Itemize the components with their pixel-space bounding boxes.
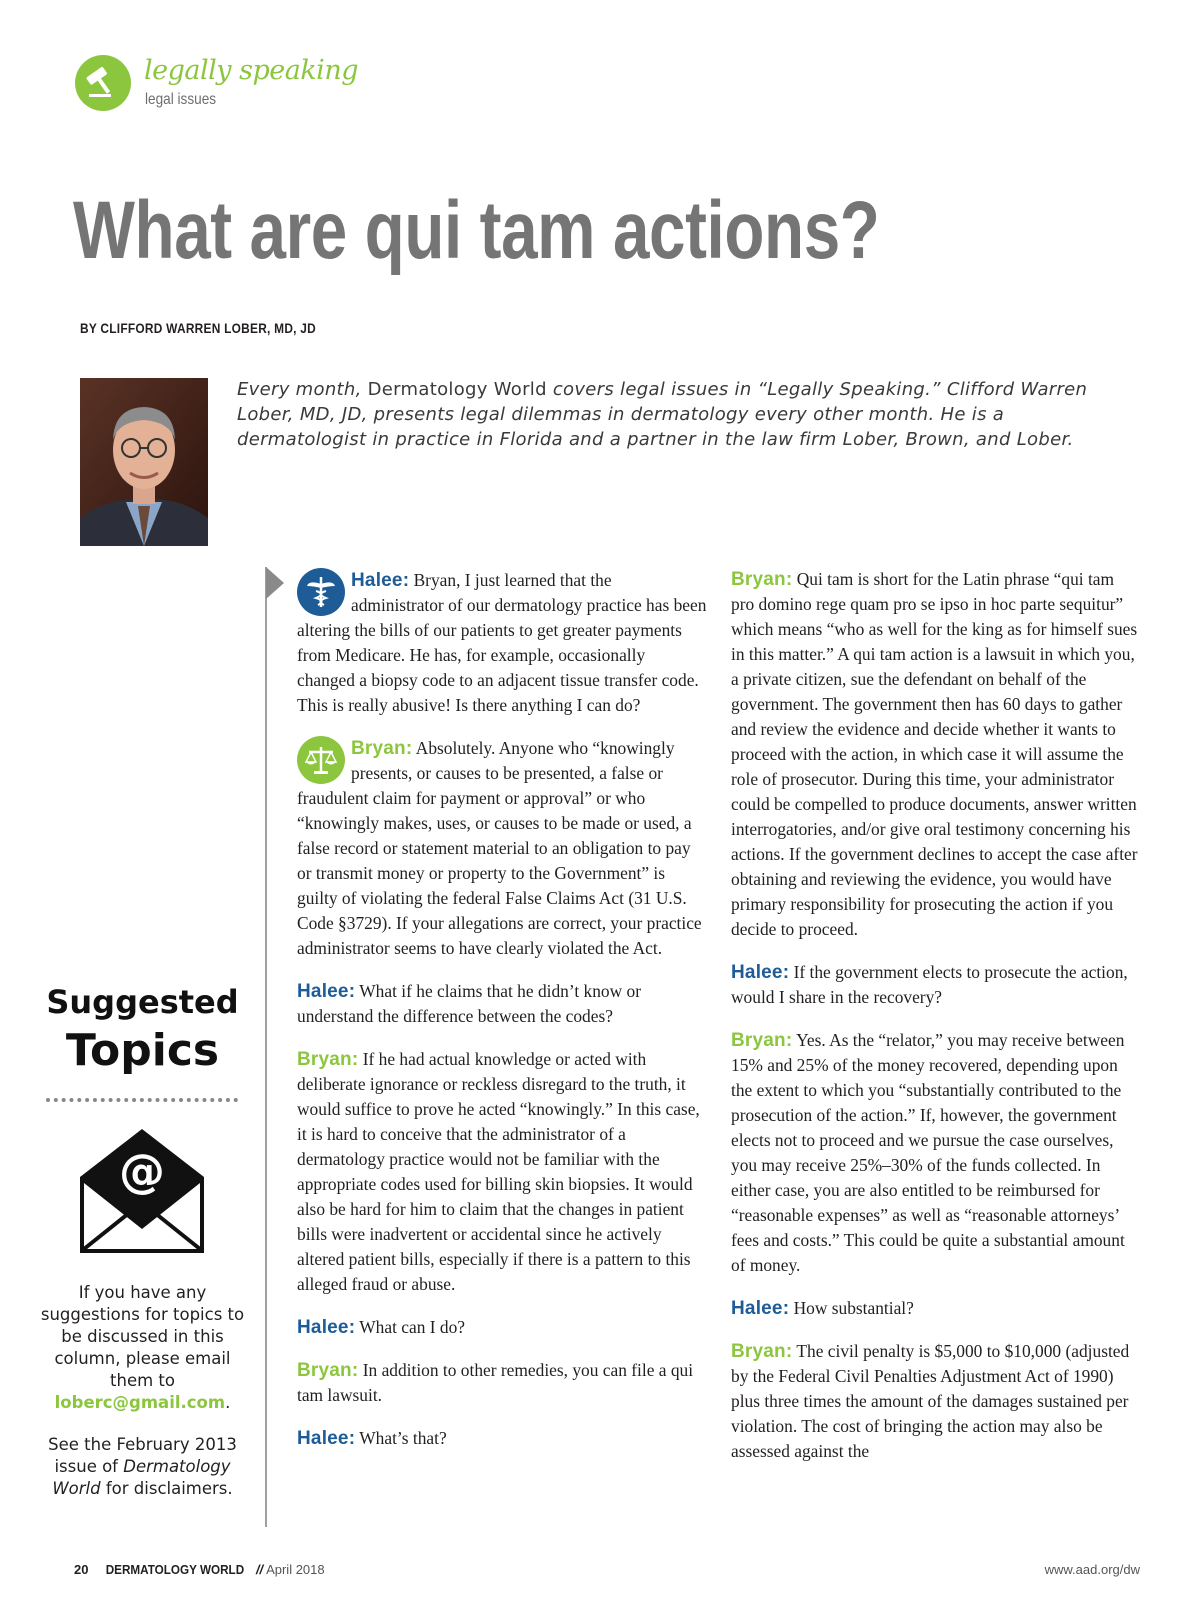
speaker-label: Bryan: xyxy=(297,1049,359,1070)
speaker-label: Halee: xyxy=(731,962,790,983)
dialogue-text: If the government elects to prosecute the action, would I share in the recovery? xyxy=(731,962,1128,1007)
dialogue-text: Absolutely. Anyone who “knowingly presents, or causes to be presented, a false or fraudulent claim for payment or approval” or who “knowingly makes, uses, or causes to be made or used, a false record or statement material to an obligation to pay or transmit money or property to the Government” is guilty of violating the federal False Claims Act (31 U.S. Code §3729). If your allegations are correct, your practice administrator seems to have clearly violated the Act. xyxy=(297,738,702,958)
sidebar-suggestion-text xyxy=(40,1282,245,1414)
speaker-label: Bryan: xyxy=(731,1030,793,1051)
speaker-label: Halee: xyxy=(297,1317,356,1338)
caduceus-icon xyxy=(297,568,345,616)
column-divider-arrow xyxy=(266,567,284,599)
sidebar-email-link[interactable]: loberc@gmail.com xyxy=(54,1393,226,1412)
dialogue-text: If he had actual knowledge or acted with deliberate ignorance or reckless disregard to the truth, it would suffice to prove he acted “knowingly.” In this case, it is hard to conceive that the administrator of a dermatology practice would not be familiar with the appropriate codes used for billing skin biopsies. It would also be hard for him to claim that the changes in patient bills were inadvertent or accidental since he actively altered patient bills, especially if there is a pattern to this alleged fraud or abuse. xyxy=(297,1049,700,1294)
intro-lead: Every month, xyxy=(237,379,368,400)
speaker-label: Halee: xyxy=(731,1298,790,1319)
section-subtitle: legal issues xyxy=(145,91,217,108)
sidebar-heading-line1: Suggested xyxy=(46,983,239,1021)
gavel-icon xyxy=(83,63,123,103)
dialogue-text: What’s that? xyxy=(355,1428,447,1448)
dialogue-text: In addition to other remedies, you can file a qui tam lawsuit. xyxy=(297,1360,694,1405)
dialogue-paragraph xyxy=(731,567,1141,942)
dialogue-paragraph xyxy=(731,1028,1141,1278)
dialogue-text: The civil penalty is $5,000 to $10,000 (adjusted by the Federal Civil Penalties Adjustment Act of 1990) plus three times the amount of the damages sustained per violation. The cost of bringing the action may also be assessed against the xyxy=(731,1341,1130,1461)
dialogue-paragraph xyxy=(297,1047,707,1297)
dialogue-text: Yes. As the “relator,” you may receive between 15% and 25% of the money recovered, depending upon the extent to which you “substantially contributed to the prosecution of the action.” If, however, the government elects not to proceed and we pursue the case ourselves, you may receive 25%–30% of the funds collected. In either case, you are also entitled to be reimbursed for “reasonable expenses” as well as “reasonable attorneys’ fees and costs.” This could be quite a substantial amount of money. xyxy=(731,1030,1125,1275)
sidebar-text-before: If you have any suggestions for topics to be discussed in this column, please email them to xyxy=(40,1283,245,1390)
column-divider-line xyxy=(265,567,267,1527)
footer-url[interactable]: www.aad.org/dw xyxy=(1044,1562,1140,1577)
dialogue-paragraph xyxy=(297,568,707,718)
disclaimer-before: See the February 2013 issue of xyxy=(48,1435,237,1476)
svg-text:@: @ xyxy=(119,1144,165,1198)
sidebar-heading-line2: Topics xyxy=(65,1025,220,1076)
magazine-name: DERMATOLOGY WORLD xyxy=(106,1562,245,1577)
article-title: What are qui tam actions? xyxy=(73,185,880,276)
page-number: 20 xyxy=(74,1562,89,1577)
intro-paragraph xyxy=(237,377,1122,452)
dialogue-paragraph xyxy=(297,1315,707,1340)
email-envelope-icon xyxy=(78,1125,206,1262)
scales-icon xyxy=(297,736,345,784)
dialogue-paragraph xyxy=(297,1426,707,1451)
speaker-label: Bryan: xyxy=(297,1360,359,1381)
disclaimer-publication: Dermatology World xyxy=(52,1457,231,1498)
intro-rest: covers legal issues in “Legally Speaking.” Clifford Warren Lober, MD, JD, presents legal dilemmas in dermatology every other month. He is a dermatologist in practice in Florida and a partner in the law firm Lober, Brown, and Lober. xyxy=(237,379,1088,450)
dialogue-paragraph xyxy=(731,1296,1141,1321)
footer-folio xyxy=(74,1562,325,1577)
dialogue-text: Bryan, I just learned that the administrator of our dermatology practice has been altering the bills of our patients to get greater payments from Medicare. He has, for example, occasionally changed a biopsy code to an adjacent tissue transfer code. This is really abusive! Is there anything I can do? xyxy=(297,570,707,715)
disclaimer-after: for disclaimers. xyxy=(100,1479,233,1498)
dialogue-paragraph xyxy=(297,1358,707,1408)
speaker-label: Bryan: xyxy=(731,1341,793,1362)
section-title: legally speaking xyxy=(144,55,358,86)
speaker-label: Halee: xyxy=(297,1428,356,1449)
footer-separator: // xyxy=(255,1562,264,1577)
dialogue-paragraph xyxy=(731,960,1141,1010)
article-column-2 xyxy=(731,567,1141,1482)
author-photo xyxy=(80,378,208,546)
byline: BY CLIFFORD WARREN LOBER, MD, JD xyxy=(80,320,317,336)
speaker-label: Halee: xyxy=(297,981,356,1002)
dialogue-text: Qui tam is short for the Latin phrase “qui tam pro domino rege quam pro se ipso in hoc parte sequitur” which means “who as well for the king as for himself sues in this matter.” A qui tam action is a lawsuit in which you, a private citizen, sue the defendant on behalf of the government. The government then has 60 days to gather and review the evidence and decide whether it wants to proceed with the action, in which case it will assume the role of prosecutor. During this time, your administrator could be compelled to produce documents, answer written interrogatories, and/or give oral testimony concerning his actions. If the government declines to accept the case after obtaining and reviewing the evidence, you would have primary responsibility for prosecuting the action if you decide to proceed. xyxy=(731,569,1138,939)
intro-publication: Dermatology World xyxy=(367,379,547,400)
dialogue-text: What if he claims that he didn’t know or understand the difference between the codes? xyxy=(297,981,641,1026)
article-column-1 xyxy=(297,568,707,1469)
dialogue-text: How substantial? xyxy=(789,1298,914,1318)
section-badge xyxy=(75,55,131,111)
sidebar-disclaimer xyxy=(40,1434,245,1500)
sidebar-dotted-divider xyxy=(46,1098,238,1102)
dialogue-paragraph xyxy=(297,736,707,961)
dialogue-paragraph xyxy=(297,979,707,1029)
speaker-label: Bryan: xyxy=(351,738,413,759)
sidebar-text-after: . xyxy=(225,1393,231,1412)
speaker-label: Bryan: xyxy=(731,569,793,590)
dialogue-text: What can I do? xyxy=(355,1317,466,1337)
issue-date: April 2018 xyxy=(266,1562,325,1577)
dialogue-paragraph xyxy=(731,1339,1141,1464)
speaker-label: Halee: xyxy=(351,570,410,591)
